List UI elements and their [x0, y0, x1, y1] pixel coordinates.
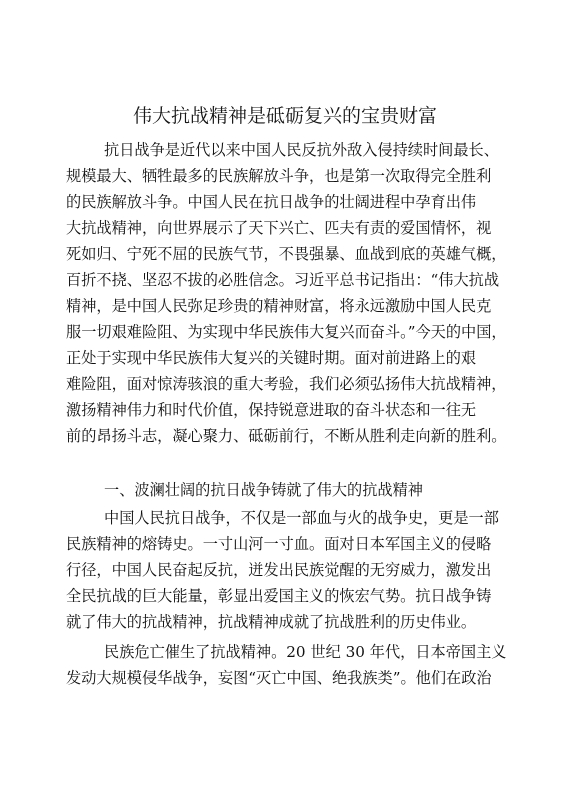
paragraph-line: 发动大规模侵华战争，妄图“灭亡中国、绝我族类”。他们在政治: [66, 669, 492, 687]
paragraph-line: 服一切艰难险阻、为实现中华民族伟大复兴而奋斗。”今天的中国，: [66, 323, 507, 341]
paragraph-line: 百折不挠、坚忍不拔的必胜信念。习近平总书记指出：“伟大抗战: [66, 271, 500, 289]
paragraph-line: 抗日战争是近代以来中国人民反抗外敌入侵持续时间最长、: [104, 141, 499, 159]
paragraph-line: 的民族解放斗争。中国人民在抗日战争的壮阔进程中孕育出伟: [66, 193, 477, 211]
paragraph-line: 激扬精神伟力和时代价值，保持锐意进取的奋斗状态和一往无: [66, 401, 477, 419]
paragraph-line: 规模最大、牺牲最多的民族解放斗争，也是第一次取得完全胜利: [66, 167, 492, 185]
section-heading: 一、波澜壮阔的抗日战争铸就了伟大的抗战精神: [104, 481, 423, 499]
paragraph-line: 前的昂扬斗志，凝心聚力、砥砺前行，不断从胜利走向新的胜利。: [66, 427, 507, 445]
paragraph-line: 中国人民抗日战争，不仅是一部血与火的战争史，更是一部: [104, 509, 499, 527]
paragraph-line: 民族危亡催生了抗战精神。20 世纪 30 年代，日本帝国主义: [104, 643, 507, 661]
paragraph-line: 民族精神的熔铸史。一寸山河一寸血。面对日本军国主义的侵略: [66, 535, 492, 553]
document-title: 伟大抗战精神是砥砺复兴的宝贵财富: [132, 105, 437, 127]
paragraph-line: 正处于实现中华民族伟大复兴的关键时期。面对前进路上的艰: [66, 349, 477, 367]
paragraph-line: 死如归、宁死不屈的民族气节，不畏强暴、血战到底的英雄气概，: [66, 245, 507, 263]
paragraph-line: 全民抗战的巨大能量，彰显出爱国主义的恢宏气势。抗日战争铸: [66, 587, 492, 605]
paragraph-line: 难险阻，面对惊涛骇浪的重大考验，我们必须弘扬伟大抗战精神，: [66, 375, 507, 393]
paragraph-line: 精神，是中国人民弥足珍贵的精神财富，将永远激励中国人民克: [66, 297, 492, 315]
paragraph-line: 行径，中国人民奋起反抗，迸发出民族觉醒的无穷威力，激发出: [66, 561, 492, 579]
paragraph-line: 就了伟大的抗战精神，抗战精神成就了抗战胜利的历史伟业。: [66, 613, 477, 631]
paragraph-line: 大抗战精神，向世界展示了天下兴亡、匹夫有责的爱国情怀，视: [66, 219, 492, 237]
